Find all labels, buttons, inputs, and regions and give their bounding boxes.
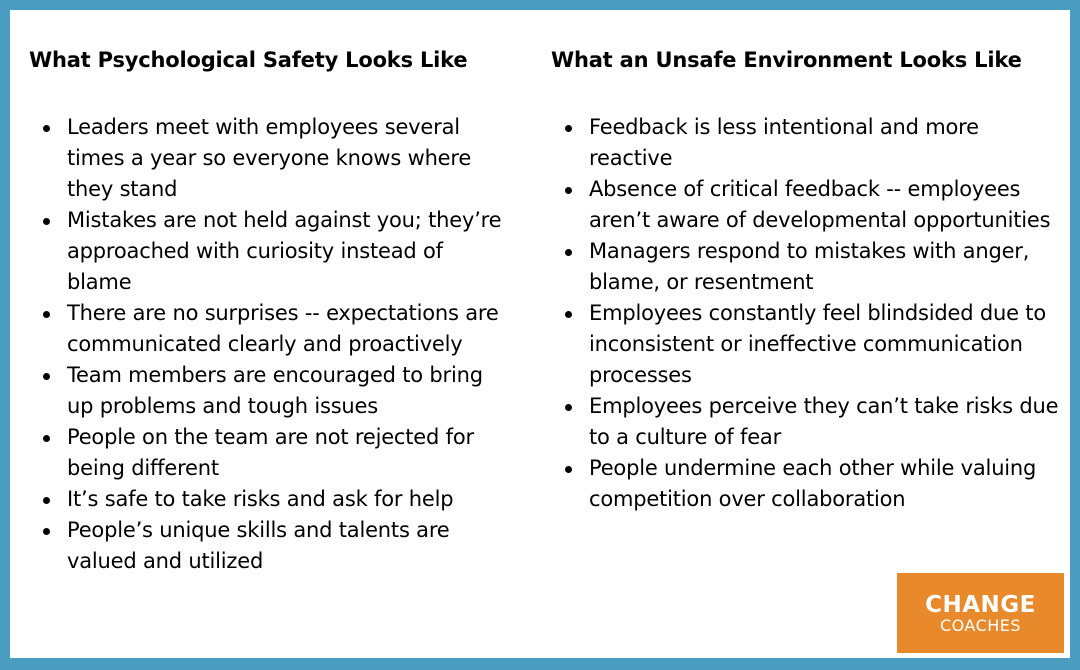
list-item: Team members are encouraged to bring up problems and tough issues <box>29 360 507 422</box>
psychological-safety-heading: What Psychological Safety Looks Like <box>29 48 468 72</box>
list-item: Absence of critical feedback -- employees aren’t aware of developmental opportunities <box>551 174 1059 236</box>
change-coaches-logo <box>897 573 1064 653</box>
logo-line-change: CHANGE <box>925 592 1036 618</box>
list-item: Employees constantly feel blindsided due to inconsistent or ineffective communication processes <box>551 298 1059 391</box>
list-item: Employees perceive they can’t take risks due to a culture of fear <box>551 391 1059 453</box>
list-item: There are no surprises -- expectations are communicated clearly and proactively <box>29 298 507 360</box>
content-card <box>10 10 1070 658</box>
list-item: Mistakes are not held against you; they’re approached with curiosity instead of blame <box>29 205 507 298</box>
psychological-safety-list <box>29 112 507 577</box>
unsafe-environment-list <box>551 112 1059 515</box>
list-item: People undermine each other while valuing competition over collaboration <box>551 453 1059 515</box>
logo-line-coaches: COACHES <box>939 616 1022 635</box>
unsafe-environment-heading: What an Unsafe Environment Looks Like <box>551 48 1022 72</box>
list-item: Managers respond to mistakes with anger, blame, or resentment <box>551 236 1059 298</box>
list-item: Leaders meet with employees several times a year so everyone knows where they stand <box>29 112 507 205</box>
list-item: Feedback is less intentional and more reactive <box>551 112 1059 174</box>
list-item: It’s safe to take risks and ask for help <box>29 484 507 515</box>
list-item: People on the team are not rejected for being different <box>29 422 507 484</box>
list-item: People’s unique skills and talents are valued and utilized <box>29 515 507 577</box>
